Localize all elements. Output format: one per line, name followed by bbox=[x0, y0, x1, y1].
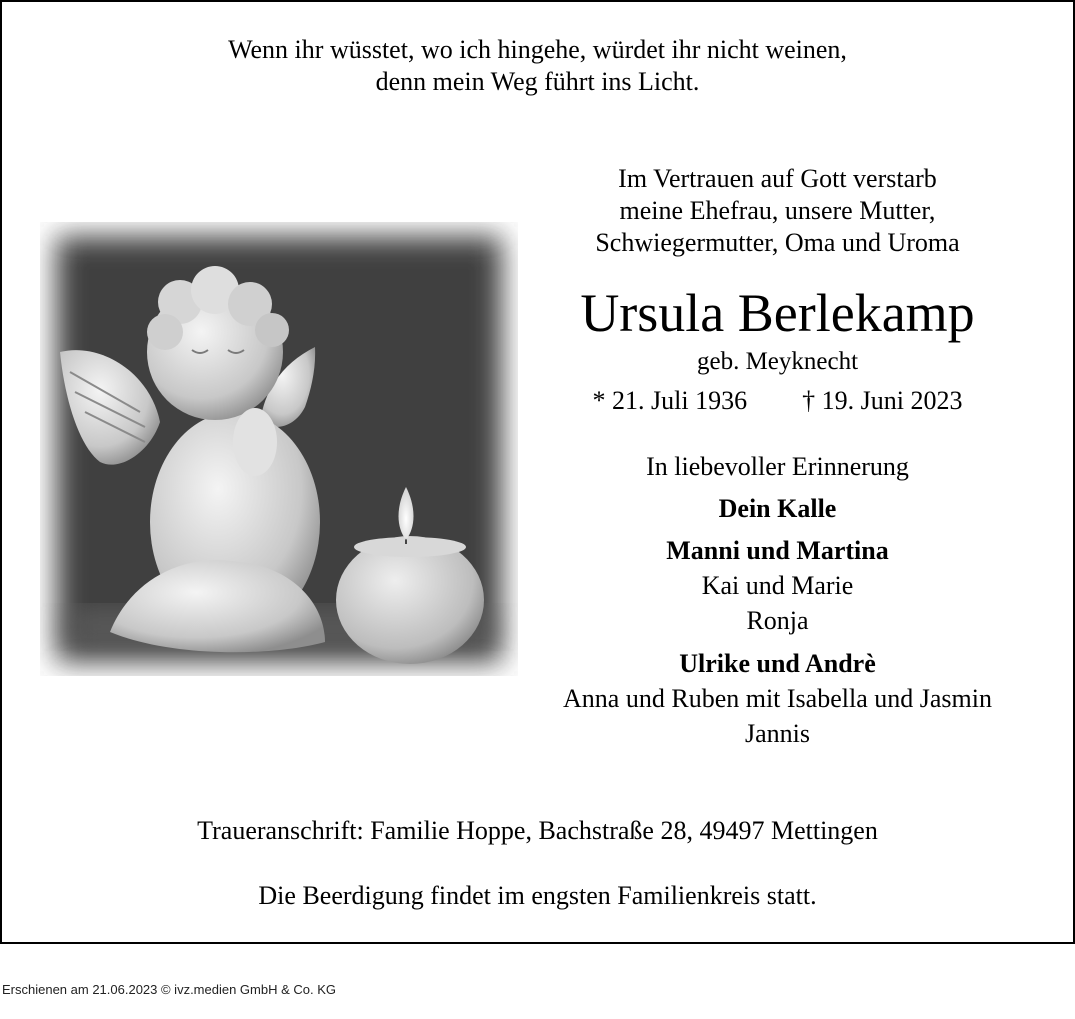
mourner-family-1-grandchild: Ronja bbox=[746, 606, 809, 635]
publication-imprint: Erschienen am 21.06.2023 © ivz.medien GmbH & Co. KG bbox=[2, 982, 337, 997]
intro-line-3: Schwiegermutter, Oma und Uroma bbox=[595, 228, 960, 257]
mourner-family-1: Manni und Martina bbox=[666, 536, 889, 565]
angel-candle-photo bbox=[40, 222, 518, 676]
intro-line-1: Im Vertrauen auf Gott verstarb bbox=[618, 164, 937, 193]
intro-line-2: meine Ehefrau, unsere Mutter, bbox=[619, 196, 936, 225]
mourner-family-2-children: Anna und Ruben mit Isabella und Jasmin bbox=[563, 684, 992, 713]
birth-name: geb. Meyknecht bbox=[696, 348, 859, 375]
birth-date: * 21. Juli 1936 bbox=[592, 386, 748, 415]
remembrance-heading: In liebevoller Erinnerung bbox=[646, 452, 909, 481]
mourner-family-2-grandchild: Jannis bbox=[745, 719, 810, 748]
mourner-husband: Dein Kalle bbox=[718, 494, 837, 523]
life-dates bbox=[515, 385, 1040, 417]
burial-note: Die Beerdigung findet im engsten Familienkreis statt. bbox=[258, 881, 817, 910]
death-date: † 19. Juni 2023 bbox=[802, 386, 963, 415]
motto-line-1: Wenn ihr wüsstet, wo ich hingehe, würdet ihr nicht weinen, bbox=[228, 35, 847, 64]
intro-text bbox=[515, 163, 1040, 259]
motto-line-2: denn mein Weg führt ins Licht. bbox=[375, 67, 700, 96]
mourning-address: Traueranschrift: Familie Hoppe, Bachstraße 28, 49497 Mettingen bbox=[197, 816, 878, 845]
deceased-name: Ursula Berlekamp bbox=[580, 283, 975, 343]
mourner-family-1-children: Kai und Marie bbox=[701, 571, 854, 600]
mourner-family-2: Ulrike und Andrè bbox=[679, 649, 876, 678]
